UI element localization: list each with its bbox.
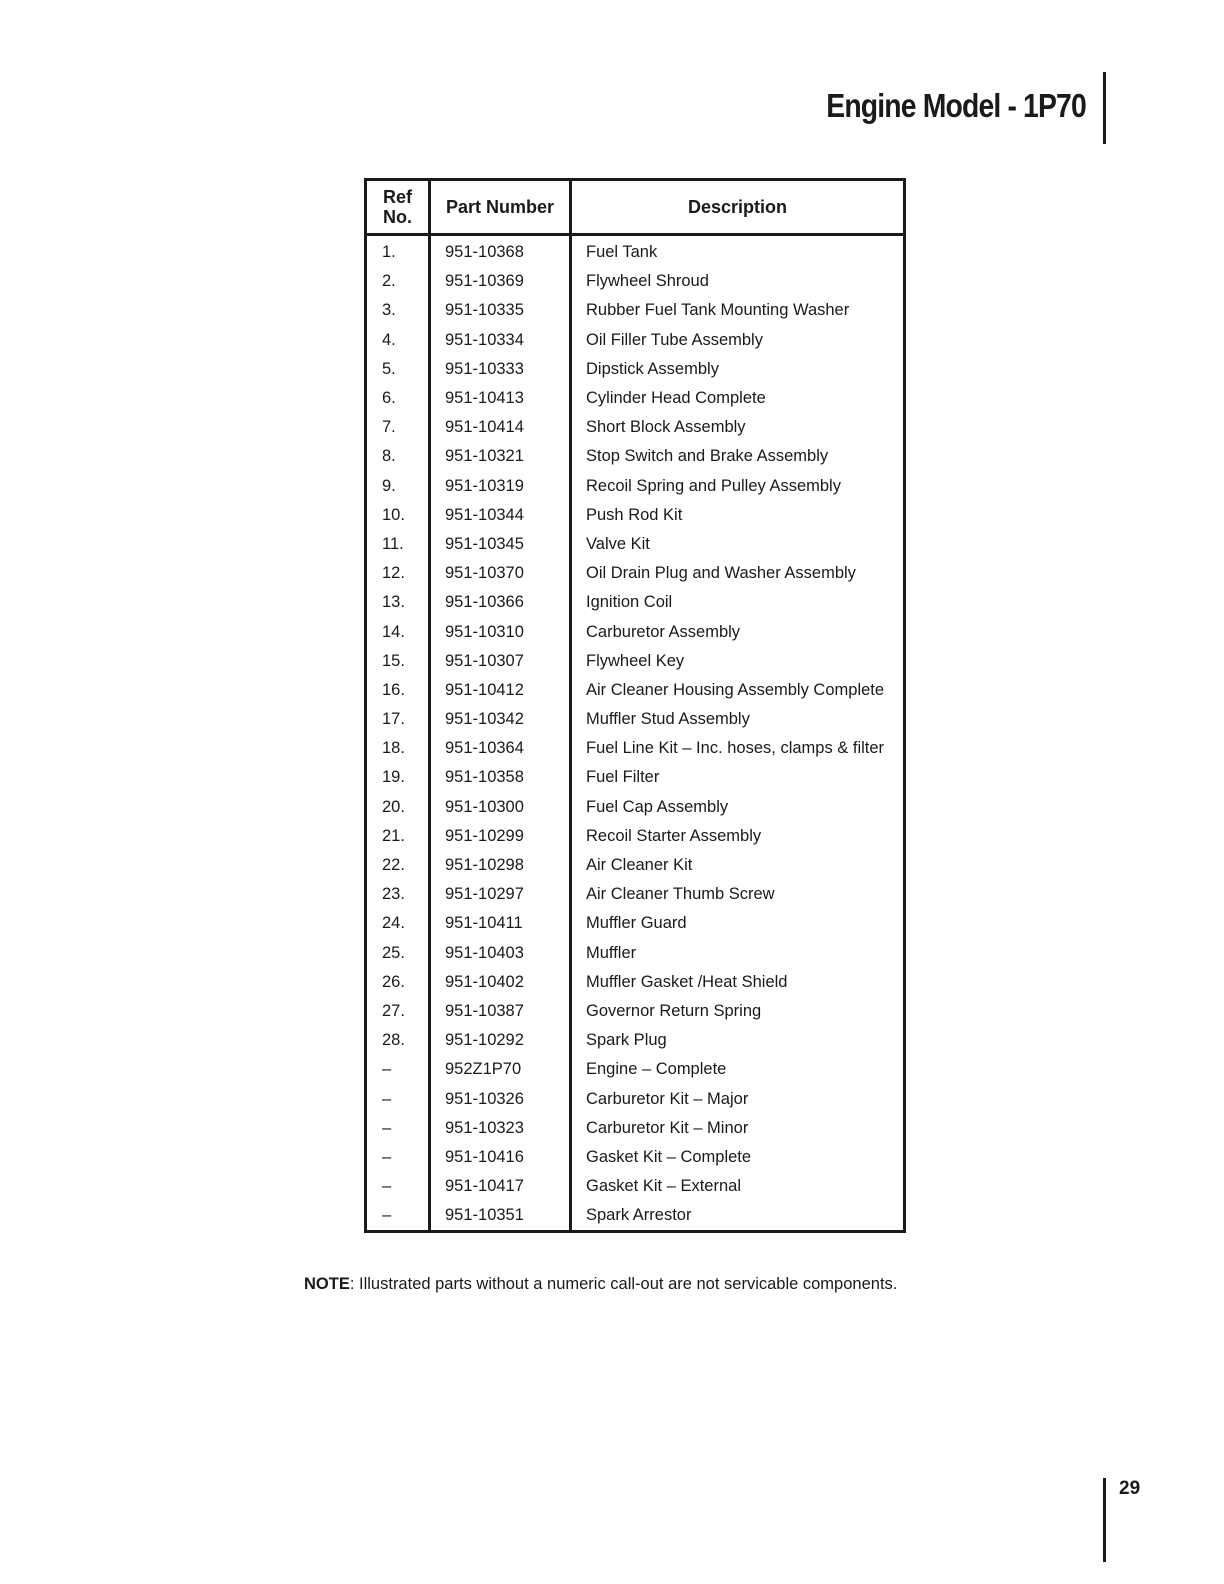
description-cell: Rubber Fuel Tank Mounting Washer (586, 301, 850, 320)
ref-no-cell: 3. (366, 296, 430, 325)
table-row (366, 822, 905, 851)
table-row (366, 1201, 905, 1232)
part-number-cell: 951-10292 (430, 1026, 571, 1055)
title-divider (1103, 72, 1106, 144)
ref-no-cell: 19. (366, 763, 430, 792)
ref-no-cell: 8. (366, 442, 430, 471)
ref-no-cell: 7. (366, 413, 430, 442)
table-row (366, 909, 905, 938)
ref-no-cell: 13. (366, 588, 430, 617)
ref-no-cell: – (366, 1055, 430, 1084)
description-cell: Fuel Cap Assembly (586, 797, 729, 816)
description-cell: Air Cleaner Housing Assembly Complete (586, 680, 885, 699)
part-number-cell: 951-10366 (430, 588, 571, 617)
page-number-divider (1103, 1478, 1106, 1562)
ref-no-cell: 2. (366, 267, 430, 296)
part-number-cell: 951-10370 (430, 559, 571, 588)
part-number-cell: 951-10333 (430, 355, 571, 384)
ref-no-cell: 20. (366, 793, 430, 822)
ref-no-cell: 6. (366, 384, 430, 413)
table-row (366, 851, 905, 880)
description-cell: Flywheel Key (586, 651, 685, 670)
description-cell: Air Cleaner Kit (586, 856, 693, 875)
table-row (366, 997, 905, 1026)
ref-no-cell: 4. (366, 326, 430, 355)
ref-no-cell: – (366, 1201, 430, 1232)
ref-no-cell: 27. (366, 997, 430, 1026)
part-number-cell: 951-10334 (430, 326, 571, 355)
note-text: : Illustrated parts without a numeric call-out are not servicable components. (349, 1275, 898, 1293)
description-cell: Muffler Stud Assembly (586, 710, 750, 729)
description-cell: Spark Plug (586, 1031, 667, 1050)
description-cell: Oil Drain Plug and Washer Assembly (586, 564, 856, 583)
part-number-cell: 951-10368 (430, 235, 571, 268)
part-number-cell: 951-10323 (430, 1114, 571, 1143)
part-number-cell: 951-10369 (430, 267, 571, 296)
part-number-cell: 951-10319 (430, 472, 571, 501)
ref-no-cell: – (366, 1172, 430, 1201)
part-number-cell: 951-10310 (430, 617, 571, 646)
part-number-cell: 951-10417 (430, 1172, 571, 1201)
description-cell: Stop Switch and Brake Assembly (586, 447, 829, 466)
ref-no-cell: 17. (366, 705, 430, 734)
table-row (366, 734, 905, 763)
part-number-cell: 951-10342 (430, 705, 571, 734)
description-cell: Fuel Filter (586, 768, 660, 787)
table-row (366, 1026, 905, 1055)
description-cell: Recoil Spring and Pulley Assembly (586, 476, 841, 495)
description-cell: Muffler Gasket /Heat Shield (586, 972, 788, 991)
ref-no-cell: – (366, 1084, 430, 1113)
part-number-header: Part Number (430, 180, 571, 235)
table-row (366, 413, 905, 442)
parts-table-body (366, 235, 905, 1232)
ref-no-cell: 14. (366, 617, 430, 646)
description-cell: Carburetor Kit – Minor (586, 1118, 749, 1137)
description-cell: Carburetor Assembly (586, 622, 741, 641)
ref-no-header: Ref No. (366, 180, 430, 235)
ref-no-cell: 23. (366, 880, 430, 909)
description-cell: Muffler (586, 943, 637, 962)
table-row (366, 880, 905, 909)
description-cell: Dipstick Assembly (586, 359, 719, 378)
description-cell: Engine – Complete (586, 1060, 727, 1079)
ref-no-cell: 21. (366, 822, 430, 851)
note-label: NOTE (304, 1275, 350, 1293)
description-cell: Fuel Line Kit – Inc. hoses, clamps & filter (586, 739, 885, 758)
part-number-cell: 951-10335 (430, 296, 571, 325)
description-cell: Spark Arrestor (586, 1206, 692, 1225)
ref-no-cell: 10. (366, 501, 430, 530)
description-cell: Gasket Kit – Complete (586, 1147, 752, 1166)
table-row (366, 588, 905, 617)
description-cell: Short Block Assembly (586, 418, 746, 437)
table-row (366, 442, 905, 471)
ref-no-cell: 1. (366, 235, 430, 268)
ref-no-cell: 16. (366, 676, 430, 705)
table-row (366, 968, 905, 997)
part-number-cell: 951-10326 (430, 1084, 571, 1113)
description-cell: Governor Return Spring (586, 1001, 762, 1020)
description-cell: Fuel Tank (586, 243, 658, 262)
ref-no-cell: 25. (366, 939, 430, 968)
part-number-cell: 951-10307 (430, 647, 571, 676)
page-title: Engine Model - 1P70 (826, 87, 1086, 124)
ref-no-cell: 5. (366, 355, 430, 384)
ref-no-cell: 18. (366, 734, 430, 763)
description-cell: Push Rod Kit (586, 505, 683, 524)
description-cell: Cylinder Head Complete (586, 389, 766, 408)
part-number-cell: 951-10416 (430, 1143, 571, 1172)
part-number-cell: 952Z1P70 (430, 1055, 571, 1084)
part-number-cell: 951-10298 (430, 851, 571, 880)
description-header: Description (571, 180, 905, 235)
ref-no-cell: 12. (366, 559, 430, 588)
part-number-cell: 951-10299 (430, 822, 571, 851)
table-row (366, 501, 905, 530)
part-number-cell: 951-10387 (430, 997, 571, 1026)
table-row (366, 1143, 905, 1172)
description-cell: Oil Filler Tube Assembly (586, 330, 763, 349)
ref-no-cell: 28. (366, 1026, 430, 1055)
part-number-cell: 951-10351 (430, 1201, 571, 1232)
part-number-cell: 951-10364 (430, 734, 571, 763)
part-number-cell: 951-10403 (430, 939, 571, 968)
description-cell: Ignition Coil (586, 593, 673, 612)
ref-no-cell: 26. (366, 968, 430, 997)
part-number-cell: 951-10411 (430, 909, 571, 938)
part-number-cell: 951-10344 (430, 501, 571, 530)
table-row (366, 296, 905, 325)
table-row (366, 530, 905, 559)
description-cell: Muffler Guard (586, 914, 687, 933)
part-number-cell: 951-10413 (430, 384, 571, 413)
ref-no-cell: – (366, 1143, 430, 1172)
part-number-cell: 951-10297 (430, 880, 571, 909)
table-row (366, 617, 905, 646)
part-number-cell: 951-10414 (430, 413, 571, 442)
description-cell: Valve Kit (586, 534, 650, 553)
table-row (366, 472, 905, 501)
table-row (366, 355, 905, 384)
table-row (366, 1055, 905, 1084)
ref-no-cell: 22. (366, 851, 430, 880)
table-row (366, 326, 905, 355)
table-row (366, 1114, 905, 1143)
table-row (366, 705, 905, 734)
table-row (366, 763, 905, 792)
ref-no-cell: 11. (366, 530, 430, 559)
table-row (366, 647, 905, 676)
part-number-cell: 951-10358 (430, 763, 571, 792)
parts-table (364, 178, 906, 1233)
table-row (366, 939, 905, 968)
table-row (366, 267, 905, 296)
note (304, 1275, 897, 1294)
description-cell: Carburetor Kit – Major (586, 1089, 749, 1108)
description-cell: Flywheel Shroud (586, 272, 709, 291)
table-row (366, 793, 905, 822)
part-number-cell: 951-10412 (430, 676, 571, 705)
part-number-cell: 951-10402 (430, 968, 571, 997)
table-row (366, 676, 905, 705)
ref-no-cell: – (366, 1114, 430, 1143)
description-cell: Gasket Kit – External (586, 1177, 741, 1196)
table-row (366, 384, 905, 413)
part-number-cell: 951-10321 (430, 442, 571, 471)
description-cell: Air Cleaner Thumb Screw (586, 885, 775, 904)
table-row (366, 1172, 905, 1201)
ref-no-cell: 24. (366, 909, 430, 938)
ref-no-cell: 15. (366, 647, 430, 676)
table-header-row (366, 180, 905, 235)
page-number: 29 (1119, 1478, 1141, 1499)
table-row (366, 1084, 905, 1113)
part-number-cell: 951-10300 (430, 793, 571, 822)
table-row (366, 235, 905, 268)
table-row (366, 559, 905, 588)
part-number-cell: 951-10345 (430, 530, 571, 559)
description-cell: Recoil Starter Assembly (586, 826, 762, 845)
ref-no-cell: 9. (366, 472, 430, 501)
